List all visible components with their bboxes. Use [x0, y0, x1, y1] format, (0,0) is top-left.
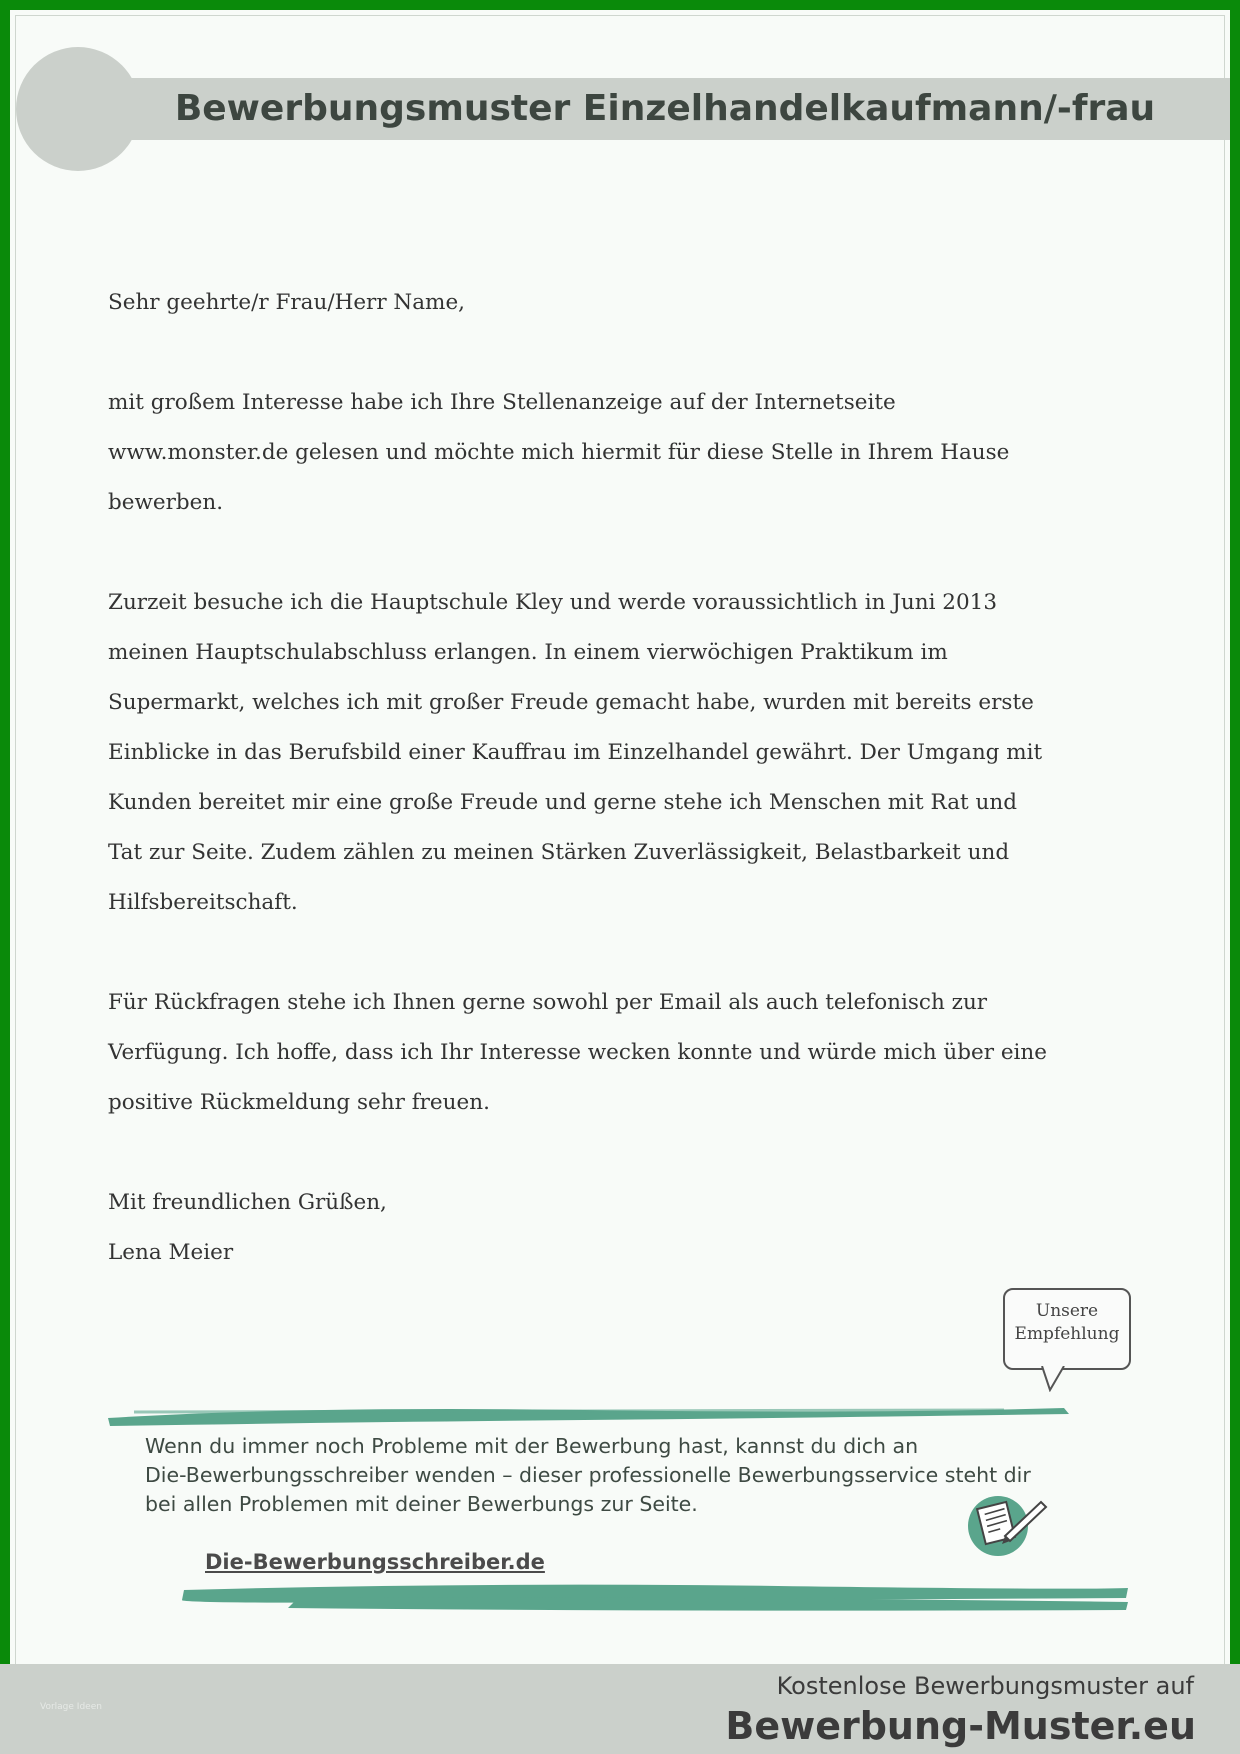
- paragraph-2-line: Tat zur Seite. Zudem zählen zu meinen Stärken Zuverlässigkeit, Belastbarkeit und: [108, 840, 1010, 865]
- recommendation-bubble: [1003, 1288, 1131, 1370]
- recommendation-line: Die-Bewerbungsschreiber wenden – dieser professionelle Bewerbungsservice steht dir: [145, 1463, 1031, 1487]
- footer-tagline: Kostenlose Bewerbungsmuster auf: [776, 1672, 1194, 1700]
- recommendation-line: bei allen Problemen mit deiner Bewerbungs zur Seite.: [145, 1492, 698, 1516]
- footer-site-name: Bewerbung-Muster.eu: [725, 1704, 1196, 1748]
- paragraph-2-line: meinen Hauptschulabschluss erlangen. In einem vierwöchigen Praktikum im: [108, 640, 948, 665]
- bewerbungsschreiber-link[interactable]: Die-Bewerbungsschreiber.de: [205, 1550, 545, 1574]
- bubble-tail: [1040, 1366, 1070, 1392]
- paragraph-2-line: Supermarkt, welches ich mit großer Freude gemacht habe, wurden mit bereits erste: [108, 690, 1034, 715]
- paragraph-1-line: www.monster.de gelesen und möchte mich hiermit für diese Stelle in Ihrem Hause: [108, 440, 1010, 465]
- bubble-line-2: Empfehlung: [1014, 1324, 1120, 1344]
- brush-stroke-top: [104, 1400, 1074, 1430]
- paragraph-3-line: Für Rückfragen stehe ich Ihnen gerne sowohl per Email als auch telefonisch zur: [108, 990, 988, 1015]
- recommendation-text: [145, 1432, 1105, 1519]
- paragraph-1-line: mit großem Interesse habe ich Ihre Stellenanzeige auf der Internetseite: [108, 390, 896, 415]
- letter-body: [108, 278, 1148, 1278]
- bubble-line-1: Unsere: [1035, 1301, 1099, 1321]
- header-circle: [16, 47, 140, 171]
- footer-watermark: Vorlage Ideen: [40, 1702, 102, 1712]
- recommendation-line: Wenn du immer noch Probleme mit der Bewerbung hast, kannst du dich an: [145, 1434, 919, 1458]
- paragraph-3-line: Verfügung. Ich hoffe, dass ich Ihr Interesse wecken konnte und würde mich über eine: [108, 1040, 1047, 1065]
- paragraph-2-line: Einblicke in das Berufsbild einer Kauffrau im Einzelhandel gewährt. Der Umgang mit: [108, 740, 1043, 765]
- document-pen-icon: [965, 1492, 1049, 1558]
- page-title: Bewerbungsmuster Einzelhandelkaufmann/-frau: [174, 88, 1156, 129]
- paragraph-2-line: Hilfsbereitschaft.: [108, 890, 298, 915]
- closing: Mit freundlichen Grüßen,: [108, 1190, 387, 1215]
- brush-stroke-bottom: [178, 1580, 1138, 1616]
- paragraph-1-line: bewerben.: [108, 490, 224, 515]
- paragraph-2-line: Zurzeit besuche ich die Hauptschule Kley und werde voraussichtlich in Juni 2013: [108, 590, 998, 615]
- paragraph-2-line: Kunden bereitet mir eine große Freude und gerne stehe ich Menschen mit Rat und: [108, 790, 1017, 815]
- salutation: Sehr geehrte/r Frau/Herr Name,: [108, 290, 466, 315]
- paragraph-3-line: positive Rückmeldung sehr freuen.: [108, 1090, 490, 1115]
- signature: Lena Meier: [108, 1240, 234, 1265]
